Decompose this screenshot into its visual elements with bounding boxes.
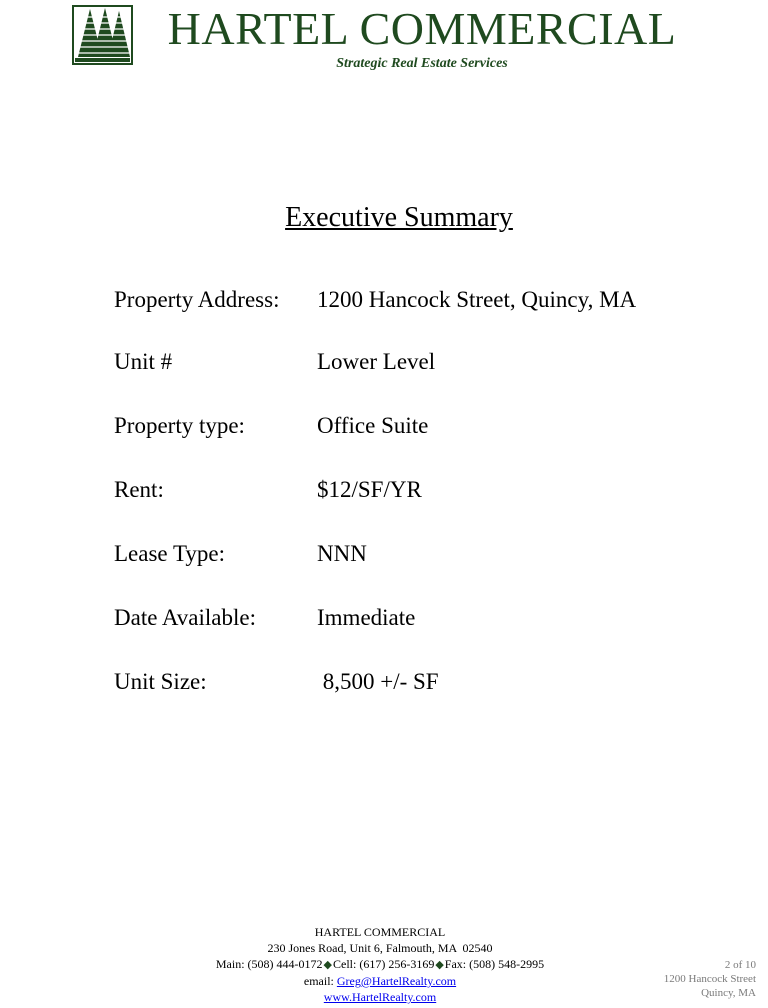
website-link[interactable]: www.HartelRealty.com [323, 990, 437, 1004]
page-info-street: 1200 Hancock Street [663, 973, 756, 985]
detail-value: Office Suite [317, 413, 429, 438]
detail-value: NNN [317, 541, 367, 566]
page-number: 2 of 10 [724, 959, 756, 971]
detail-value: $12/SF/YR [317, 477, 422, 502]
company-name: HARTEL COMMERCIAL [167, 3, 677, 54]
detail-value: Immediate [317, 605, 416, 630]
detail-label: Rent: [114, 477, 164, 502]
detail-label: Property Address: [114, 287, 280, 312]
page-info [664, 958, 756, 1000]
footer-email-line [158, 973, 602, 989]
footer-email-prefix: email: [303, 974, 337, 988]
footer [158, 924, 602, 1005]
footer-main-phone: Main: (508) 444-0172 [215, 957, 323, 971]
detail-label: Unit Size: [114, 669, 207, 694]
letterhead [160, 2, 684, 72]
footer-cell-phone: Cell: (617) 256-3169 [333, 957, 435, 971]
footer-company: HARTEL COMMERCIAL [314, 925, 446, 939]
detail-label: Date Available: [114, 605, 256, 630]
email-link[interactable]: Greg@HartelRealty.com [336, 974, 457, 988]
diamond-bullet-icon: ◆ [323, 959, 332, 971]
footer-phones [158, 956, 602, 973]
detail-value: 1200 Hancock Street, Quincy, MA [317, 287, 637, 312]
detail-value: 8,500 +/- SF [317, 669, 439, 694]
footer-address: 230 Jones Road, Unit 6, Falmouth, MA 02540 [267, 941, 493, 955]
detail-value: Lower Level [317, 349, 436, 374]
detail-label: Property type: [114, 413, 245, 438]
detail-label: Lease Type: [114, 541, 226, 566]
footer-fax: Fax: (508) 548-2995 [444, 957, 545, 971]
page-info-city: Quincy, MA [701, 987, 756, 999]
diamond-bullet-icon: ◆ [435, 959, 444, 971]
page-title: Executive Summary [285, 202, 513, 233]
footer-website-line [158, 989, 602, 1005]
company-tagline: Strategic Real Estate Services [336, 56, 508, 71]
pine-trees-logo-icon [72, 5, 133, 65]
detail-label: Unit # [114, 349, 173, 374]
